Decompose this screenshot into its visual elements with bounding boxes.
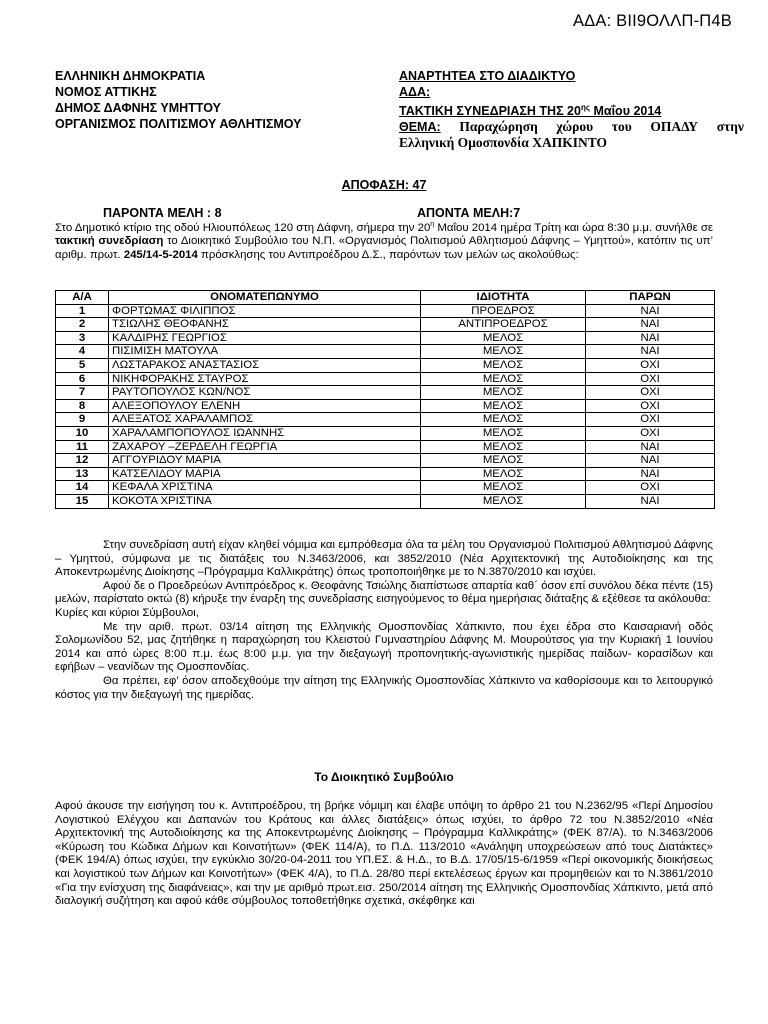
member-role: ΜΕΛΟΣ — [421, 331, 586, 345]
row-number: 6 — [56, 372, 109, 386]
member-role: ΑΝΤΙΠΡΟΕΔΡΟΣ — [421, 318, 586, 332]
row-number: 12 — [56, 454, 109, 468]
paragraph: Αφού δε ο Προεδρεύων Αντιπρόεδρος κ. Θεοφάνης Τσιώλης διαπίστωσε απαρτία καθ΄ όσον επί συνόλου δέκα πέντε (15) μελών, παρίσταto οκτώ (8) κήρυξε την έναρξη της συνεδρίασης εισηγούμενος το θέμα ημερήσιας διάταξης & εξέθεσε τα ακόλουθα: — [55, 579, 713, 606]
member-role: ΜΕΛΟΣ — [421, 372, 586, 386]
col-header-role: ΙΔΙΟΤΗΤΑ — [421, 291, 586, 305]
theme-line — [399, 119, 744, 135]
member-present: ΟΧΙ — [586, 399, 715, 413]
issuer-line: ΕΛΛΗΝΙΚΗ ΔΗΜΟΚΡΑΤΙΑ — [55, 69, 206, 83]
member-role: ΜΕΛΟΣ — [421, 467, 586, 481]
member-present: ΝΑΙ — [586, 304, 715, 318]
row-number: 2 — [56, 318, 109, 332]
member-name: ΦΟΡΤΩΜΑΣ ΦΙΛΙΠΠΟΣ — [109, 304, 421, 318]
paragraph: Με την αριθ. πρωτ. 03/14 αίτηση της Ελληνικής Ομοσπονδίας Χάπκιντο, που έχει έδρα στο Καισαριανή οδός Σολομωνίδου 52, μας ζητήθηκε η παραχώρηση του Κλειστού Γυμναστηρίου Δάφνης Μ. Μουρούτσος για την Κυριακή 1 Ιουνίου 2014 και από ώρες 8:00 π.μ. έως 8:00 μ.μ. για την διεξαγωγή προπονητικής-αγωνιστικής ημερίδας παίδων- κορασίδων και εφήβων – νεανίδων της Ομοσπονδίας. — [55, 620, 713, 674]
row-number: 14 — [56, 481, 109, 495]
member-name: ΚΑΤΣΕΛΙΔΟΥ ΜΑΡΙΑ — [109, 467, 421, 481]
member-name: ΧΑΡΑΛΑΜΠΟΠΟΥΛΟΣ ΙΩΑΝΝΗΣ — [109, 426, 421, 440]
table-row — [56, 358, 715, 372]
row-number: 5 — [56, 358, 109, 372]
table-row — [56, 413, 715, 427]
absent-members-count: ΑΠΟΝΤΑ ΜΕΛΗ:7 — [417, 206, 521, 220]
row-number: 4 — [56, 345, 109, 359]
member-role: ΜΕΛΟΣ — [421, 481, 586, 495]
decision-title: ΑΠΟΦΑΣΗ: 47 — [341, 178, 427, 192]
member-role: ΜΕΛΟΣ — [421, 454, 586, 468]
table-row — [56, 318, 715, 332]
member-name: ΚΑΛΔΙΡΗΣ ΓΕΩΡΓΙΟΣ — [109, 331, 421, 345]
member-role: ΜΕΛΟΣ — [421, 440, 586, 454]
theme-word: του — [611, 119, 632, 135]
member-present: ΝΑΙ — [586, 494, 715, 508]
theme-word: χώρου — [556, 119, 594, 135]
table-row — [56, 440, 715, 454]
salutation: Κυρίες και κύριοι Σύμβουλοι, — [55, 606, 199, 619]
member-present: ΝΑΙ — [586, 454, 715, 468]
table-row — [56, 467, 715, 481]
member-name: ΠΙΣΙΜΙΣΗ ΜΑΤΟΥΛΑ — [109, 345, 421, 359]
publish-notice: ΑΝΑΡΤΗΤΕΑ ΣΤΟ ΔΙΑΔΙΚΤΥΟ — [399, 69, 576, 83]
member-role: ΠΡΟΕΔΡΟΣ — [421, 304, 586, 318]
member-name: ΑΛΕΞΟΠΟΥΛΟΥ ΕΛΕΝΗ — [109, 399, 421, 413]
member-name: ΡΑΥΤΟΠΟΥΛΟΣ ΚΩΝ/ΝΟΣ — [109, 386, 421, 400]
present-members-count: ΠΑΡΟΝΤΑ ΜΕΛΗ : 8 — [103, 206, 222, 220]
col-header-present: ΠΑΡΩΝ — [586, 291, 715, 305]
issuer-line: ΔΗΜΟΣ ΔΑΦΝΗΣ ΥΜΗΤΤΟΥ — [55, 101, 221, 115]
board-heading: Το Διοικητικό Συμβούλιο — [314, 770, 454, 784]
table-row — [56, 454, 715, 468]
proposal-text — [55, 539, 713, 702]
member-role: ΜΕΛΟΣ — [421, 426, 586, 440]
table-row — [56, 331, 715, 345]
col-header-aa: Α/Α — [56, 291, 109, 305]
theme-word: Παραχώρηση — [459, 119, 538, 135]
member-name: ΝΙΚΗΦΟΡΑΚΗΣ ΣΤΑΥΡΟΣ — [109, 372, 421, 386]
member-role: ΜΕΛΟΣ — [421, 345, 586, 359]
member-role: ΜΕΛΟΣ — [421, 413, 586, 427]
col-header-name: ΟΝΟΜΑΤΕΠΩΝΥΜΟ — [109, 291, 421, 305]
member-present: ΝΑΙ — [586, 318, 715, 332]
row-number: 10 — [56, 426, 109, 440]
table-row — [56, 399, 715, 413]
member-present: ΟΧΙ — [586, 386, 715, 400]
row-number: 3 — [56, 331, 109, 345]
row-number: 9 — [56, 413, 109, 427]
table-row — [56, 304, 715, 318]
ada-label: ΑΔΑ: — [399, 85, 431, 99]
member-name: ΛΩΣΤΑΡΑΚΟΣ ΑΝΑΣΤΑΣΙΟΣ — [109, 358, 421, 372]
table-row — [56, 345, 715, 359]
member-name: ΖΑΧΑΡΟΥ –ΖΕΡΔΕΛΗ ΓΕΩΡΓΙΑ — [109, 440, 421, 454]
member-name: ΤΣΙΩΛΗΣ ΘΕΟΦΑΝΗΣ — [109, 318, 421, 332]
members-table — [55, 290, 715, 509]
table-row — [56, 386, 715, 400]
document-info-header — [399, 68, 744, 151]
member-present: ΝΑΙ — [586, 440, 715, 454]
paragraph: Θα πρέπει, εφ’ όσον αποδεχθούμε την αίτηση της Ελληνικής Ομοσπονδίας Χάπκιντο να καθορίσουμε και το λειτουργικό κόστος για την διεξαγωγή της ημερίδας. — [55, 674, 713, 701]
row-number: 15 — [56, 494, 109, 508]
member-name: ΚΕΦΑΛΑ ΧΡΙΣΤΙΝΑ — [109, 481, 421, 495]
session-line: ΤΑΚΤΙΚΗ ΣΥΝΕΔΡΙΑΣΗ ΤΗΣ $20^{\eta\varsigma}$ Μαΐου 2014 — [399, 103, 662, 119]
member-role: ΜΕΛΟΣ — [421, 399, 586, 413]
table-row — [56, 372, 715, 386]
row-number: 8 — [56, 399, 109, 413]
intro-paragraph: Στο Δημοτικό κτίριο της οδού Ηλιουπόλεως 120 στη Δάφνη, σήμερα την $20^\eta$ Μαΐου 2014 ημέρα Τρίτη και ώρα 8:30 μ.μ. συνήλθε σε τακτική συνεδρίαση το Διοικητικό Συμβούλιο του Ν.Π. «Οργανισμός Πολιτισμού Αθλητισμού Δάφνης – Υμηττού», κατόπιν τις υπ’ αριθμ. πρωτ. 245/14-5-2014 πρόσκλησης του Αντιπροέδρου Δ.Σ., παρόντων των μελών ως ακολούθως: — [55, 221, 713, 261]
member-role: ΜΕΛΟΣ — [421, 386, 586, 400]
member-present: ΝΑΙ — [586, 345, 715, 359]
member-present: ΝΑΙ — [586, 467, 715, 481]
member-role: ΜΕΛΟΣ — [421, 358, 586, 372]
member-present: ΟΧΙ — [586, 358, 715, 372]
member-present: ΟΧΙ — [586, 481, 715, 495]
table-row — [56, 481, 715, 495]
theme-word: ΟΠΑΔΥ — [650, 119, 699, 135]
members-table-body — [56, 304, 715, 508]
table-header-row — [56, 291, 715, 305]
member-present: ΟΧΙ — [586, 413, 715, 427]
member-role: ΜΕΛΟΣ — [421, 494, 586, 508]
theme-word: στην — [716, 119, 744, 135]
member-present: ΟΧΙ — [586, 426, 715, 440]
final-paragraph: Αφού άκουσε την εισήγηση του κ. Αντιπροέδρου, τη βρήκε νόμιμη και έλαβε υπόψη το άρθρο 21 του Ν.2362/95 «Περί Δημοσίου Λογιστικού Ελέγχου και Δαπανών του Κράτους και άλλες διατάξεις» όπως ισχύει, το άρθρο 72 του Ν.3852/2010 «Νέα Αρχιτεκτονική της Αυτοδιοίκησης κα της Αποκεντρωμένης Διοίκησης – Πρόγραμμα Καλλικράτης» (ΦΕΚ 87/Α). το Ν.3463/2006 «Κύρωση του Κώδικα Δήμων και Κοινοτήτων» (ΦΕΚ 114/Α), το Π.Δ. 113/2010 «Ανάληψη υποχρεώσεων από τους Διατάκτες» (ΦΕΚ 194/Α) όπως ισχύει, την εγκύκλιο 30/20-04-2011 του ΥΠ.ΕΣ. & Η.Δ., το Β.Δ. 17/05/15-6/1959 «Περί οικονομικής διοικήσεως και λογιστικού των Δήμων και Κοινοτήτων» (ΦΕΚ 4/Α), το Π.Δ. 28/80 περί εκτελέσεως έργων και προμηθειών και το Ν.3861/2010 «Για την ενίσχυση της διαφάνειας», και την με αριθμό πρωτ.εισ. 250/2014 αίτηση της Ελληνικής Ομοσπονδίας Χάπκιντο, μετά από διαλογική συζήτηση και αφού κάθε σύμβουλος τοποθετήθηκε σχετικά, σκέφθηκε και — [55, 800, 713, 908]
table-row — [56, 494, 715, 508]
row-number: 1 — [56, 304, 109, 318]
ada-code-top: ΑΔΑ: ΒΙΙ9ΟΛΛΠ-Π4Β — [572, 12, 732, 30]
issuer-line: ΝΟΜΟΣ ΑΤΤΙΚΗΣ — [55, 85, 157, 99]
theme-label: ΘΕΜΑ: — [399, 120, 441, 135]
paragraph: Στην συνεδρίαση αυτή είχαν κληθεί νόμιμα και εμπρόθεσμα όλα τα μέλη του Οργανισμού Πολιτισμού Αθλητισμού Δάφνης – Υμηττού, σύμφωνα με τις διατάξεις του Ν.3463/2006, και 3852/2010 (Νέα Αρχιτεκτονική της Αυτοδιοίκησης και της Αποκεντρωμένης Διοίκησης –Πρόγραμμα Καλλικράτης) όπως τροποποιήθηκε με το Ν.3870/2010 και ισχύει. — [55, 539, 713, 579]
member-name: ΑΓΓΟΥΡΙΔΟΥ ΜΑΡΙΑ — [109, 454, 421, 468]
row-number: 11 — [56, 440, 109, 454]
issuer-line: ΟΡΓΑΝΙΣΜΟΣ ΠΟΛΙΤΙΣΜΟΥ ΑΘΛΗΤΙΣΜΟΥ — [55, 117, 302, 131]
member-present: ΝΑΙ — [586, 331, 715, 345]
table-row — [56, 426, 715, 440]
member-present: ΟΧΙ — [586, 372, 715, 386]
row-number: 13 — [56, 467, 109, 481]
row-number: 7 — [56, 386, 109, 400]
theme-line-2: Ελληνική Ομοσπονδία ΧΑΠΚΙΝΤΟ — [399, 135, 607, 151]
member-name: ΑΛΕΞΑΤΟΣ ΧΑΡΑΛΑΜΠΟΣ — [109, 413, 421, 427]
member-name: ΚΟΚΟΤΑ ΧΡΙΣΤΙΝΑ — [109, 494, 421, 508]
issuer-header — [55, 68, 302, 132]
